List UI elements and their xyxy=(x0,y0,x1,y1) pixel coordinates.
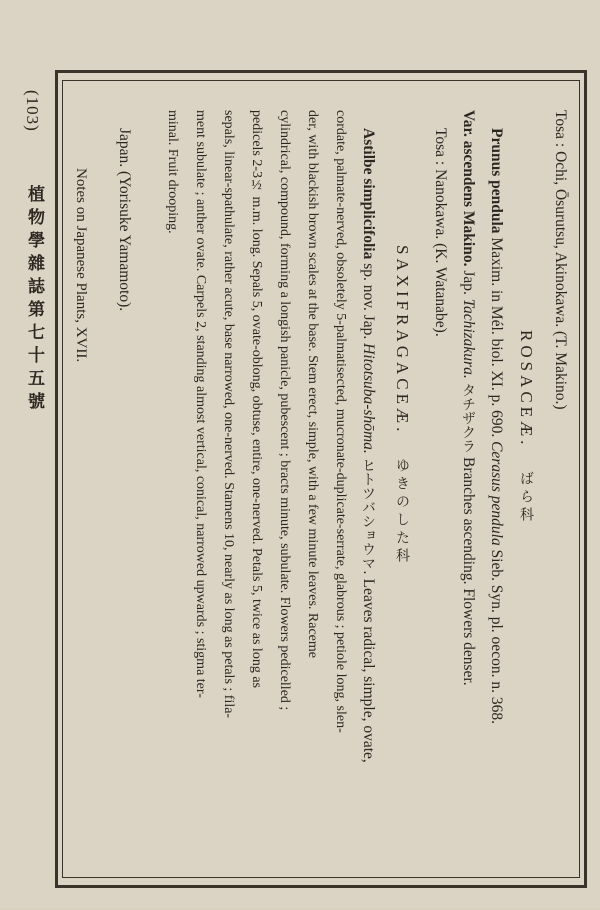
prunus-citation-tail: Sieb. Syn. pl. oecon. n. 368. xyxy=(488,545,505,724)
text-line-astilbe xyxy=(356,128,380,763)
footer-notes-title: Notes on Japanese Plants, XVII. xyxy=(73,168,89,363)
text-line-tosa-nanokawa: Tosa : Nanokawa. (K. Watanabe). xyxy=(432,128,449,337)
text-line-description-1: cordate, palmate-nerved, obsoletely 5-palmatisected, mucronate-duplicate-serrate, glabrous ; petiole long, slen- xyxy=(333,110,348,733)
text-line-description-4: pedicels 2-3½ m.m. long. Sepals 5, ovate-oblong, obtuse, entire, one-nerved. Petals 5, twice as long as xyxy=(249,110,264,688)
text-line-description-3: cylindrical, compound, forming a longish panicle, pubescent ; bracts minute, subulate. Flowers pedicelled ; xyxy=(277,110,292,711)
astilbe-sp-nov: sp. nov. Jap. xyxy=(360,259,377,344)
journal-title: 植物學雜誌第七十五號 xyxy=(25,185,44,415)
text-line-tosa-ochi: Tosa : Ochi, Ōsurutsu, Akinokawa. (T. Makino.) xyxy=(552,110,569,410)
species-prunus-pendula: Prunus pendula xyxy=(488,128,505,234)
text-line-prunus xyxy=(484,128,508,724)
astilbe-description-start: Leaves radical, simple, ovate, xyxy=(360,574,377,763)
heading-rosaceae-latin: ROSACEÆ. xyxy=(517,330,536,449)
running-head xyxy=(22,90,42,910)
synonym-cerasus-pendula: Cerasus pendula xyxy=(488,441,505,546)
var-jap-label: Jap. xyxy=(460,266,477,299)
jap-name-hitotsuba: Hitotsuba-shōma. xyxy=(360,343,377,454)
prunus-citation: Maxim. in Mél. biol. XI. p. 690. xyxy=(488,233,505,442)
text-line-japan-collector: Japan. (Yorisuke Yamamoto). xyxy=(116,128,133,312)
text-line-description-7: minal. Fruit drooping. xyxy=(165,110,180,234)
heading-saxifragaceae-jp: ゆきのした科 xyxy=(394,457,410,566)
jap-kana-tachizakura: タチザクラ xyxy=(460,378,476,454)
text-line-description-5: sepals, linear-spathulate, rather acute, base narrowed, one-nerved. Stamens 10, nearly as long as petals ; fila- xyxy=(221,110,236,719)
jap-name-tachizakura: Tachizakura. xyxy=(460,298,477,379)
heading-saxifragaceae-latin: SAXIFRAGACEÆ. xyxy=(393,245,412,436)
heading-saxifragaceae xyxy=(390,245,414,566)
text-line-var-ascendens xyxy=(456,110,480,686)
page-number: (103) xyxy=(23,90,42,132)
text-line-description-2: der, with blackish brown scales at the base. Stem erect, simple, with a few minute leaves. Raceme xyxy=(305,110,320,658)
species-astilbe-simplicifolia: Astilbe simplicifolia xyxy=(360,128,377,260)
text-line-description-6: ment subulate ; anther ovate. Carpels 2, standing almost vertical, conical, narrowed upwards ; stigma ter- xyxy=(193,110,208,698)
variety-ascendens: Var. ascendens Makino. xyxy=(460,110,477,267)
var-description: Branches ascending. Flowers denser. xyxy=(460,453,477,686)
jap-kana-hitotsuba: ヒトツバショウマ. xyxy=(360,453,376,575)
heading-rosaceae-jp: ばら科 xyxy=(518,470,534,525)
heading-rosaceae xyxy=(514,330,538,525)
